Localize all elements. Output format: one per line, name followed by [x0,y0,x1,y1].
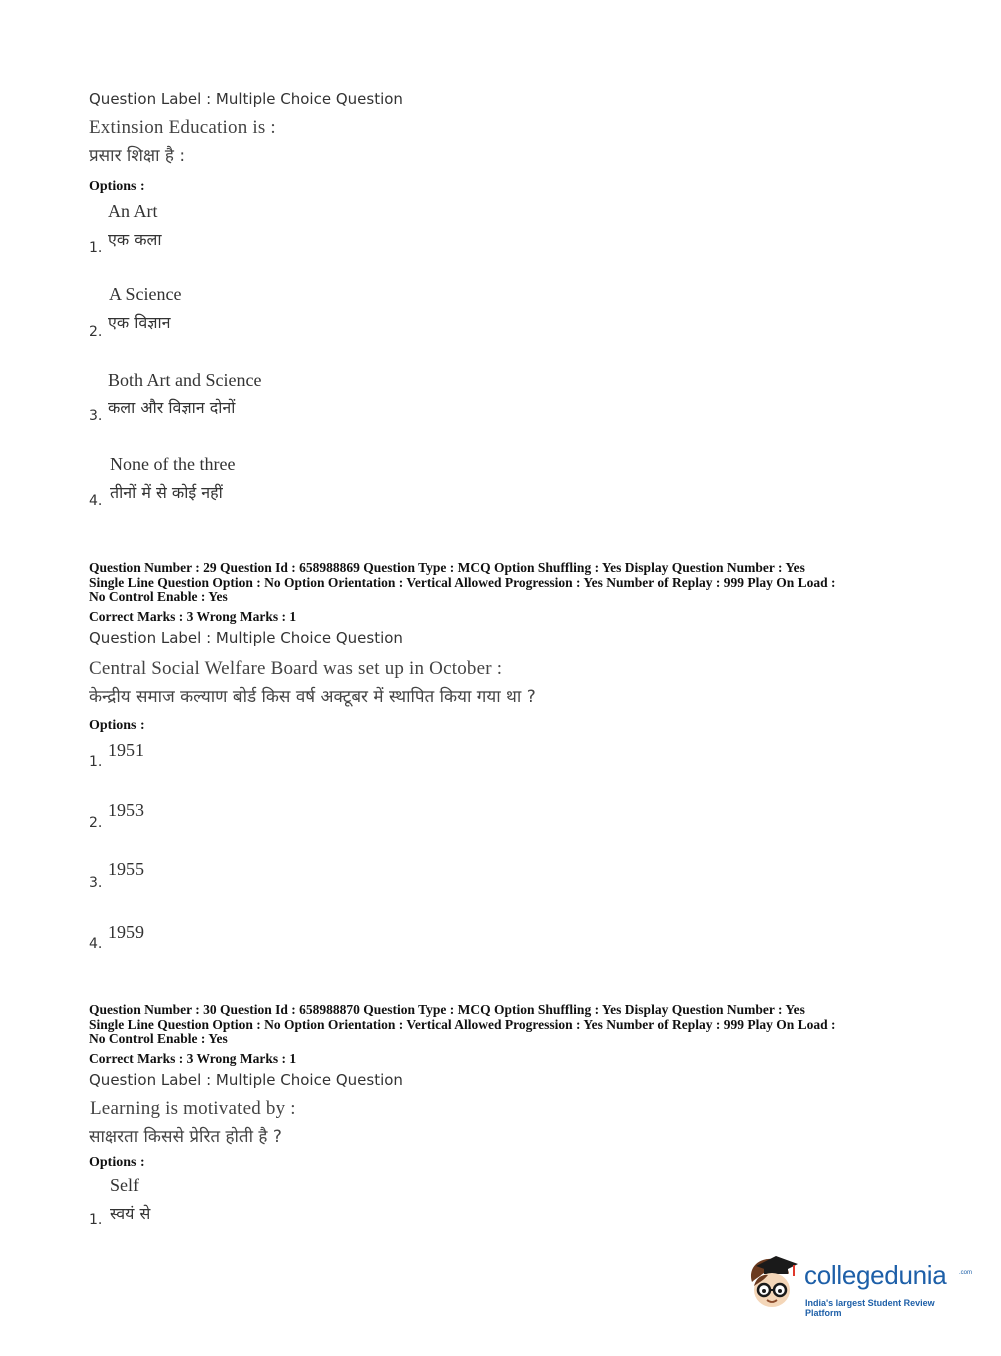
question-text-hi: केन्द्रीय समाज कल्याण बोर्ड किस वर्ष अक्टूबर में स्थापित किया गया था ? [89,687,536,707]
option-2-hi: एक विज्ञान [108,313,171,332]
option-4-en: None of the three [110,454,236,474]
option-3-number: 3. [89,875,103,891]
option-1-en: An Art [108,201,158,221]
option-3-value: 1955 [108,859,144,879]
question-meta-line-1: Question Number : 30 Question Id : 658988870 Question Type : MCQ Option Shuffling : Yes Display Question Number : Yes [89,1002,805,1017]
option-3-en: Both Art and Science [108,370,262,390]
question-marks: Correct Marks : 3 Wrong Marks : 1 [89,1051,297,1066]
question-meta-line-1: Question Number : 29 Question Id : 658988869 Question Type : MCQ Option Shuffling : Yes Display Question Number : Yes [89,560,805,575]
brand-dotcom: .com [959,1270,973,1276]
question-text-en: Learning is motivated by : [90,1098,296,1119]
question-label: Question Label : Multiple Choice Question [89,629,403,647]
question-text-hi: साक्षरता किससे प्रेरित होती है ? [89,1127,282,1147]
question-meta-line-2: Single Line Question Option : No Option Orientation : Vertical Allowed Progression : Yes Number of Replay : 999 Play On Load : [89,575,836,590]
option-2-number: 2. [89,815,103,831]
option-1-number: 1. [89,240,103,256]
option-1-number: 1. [89,754,103,770]
option-4-hi: तीनों में से कोई नहीं [110,483,223,502]
collegedunia-logo [742,1252,972,1316]
option-2-number: 2. [89,324,103,340]
question-meta-line-3: No Control Enable : Yes [89,589,228,604]
question-marks: Correct Marks : 3 Wrong Marks : 1 [89,609,297,624]
options-heading: Options : [89,1155,145,1170]
question-meta-line-2: Single Line Question Option : No Option Orientation : Vertical Allowed Progression : Yes Number of Replay : 999 Play On Load : [89,1017,836,1032]
option-1-en: Self [110,1175,139,1195]
options-heading: Options : [89,179,145,194]
question-text-en: Extinsion Education is : [89,117,276,138]
question-label: Question Label : Multiple Choice Question [89,1071,403,1089]
question-label: Question Label : Multiple Choice Question [89,90,403,108]
option-4-number: 4. [89,493,103,509]
options-heading: Options : [89,718,145,733]
brand-tagline: India's largest Student Review Platform [805,1298,935,1318]
question-text-en: Central Social Welfare Board was set up in October : [89,658,503,679]
option-2-value: 1953 [108,800,144,820]
option-2-en: A Science [109,284,182,304]
option-3-hi: कला और विज्ञान दोनों [108,398,236,417]
option-1-number: 1. [89,1212,103,1228]
question-meta-line-3: No Control Enable : Yes [89,1031,228,1046]
option-4-value: 1959 [108,922,144,942]
question-text-hi: प्रसार शिक्षा है : [89,146,186,166]
option-3-number: 3. [89,408,103,424]
mascot-icon [742,1252,802,1312]
option-1-hi: स्वयं से [110,1204,151,1223]
option-1-value: 1951 [108,740,144,760]
brand-name: collegedunia [804,1260,947,1290]
option-1-hi: एक कला [108,230,162,249]
option-4-number: 4. [89,936,103,952]
